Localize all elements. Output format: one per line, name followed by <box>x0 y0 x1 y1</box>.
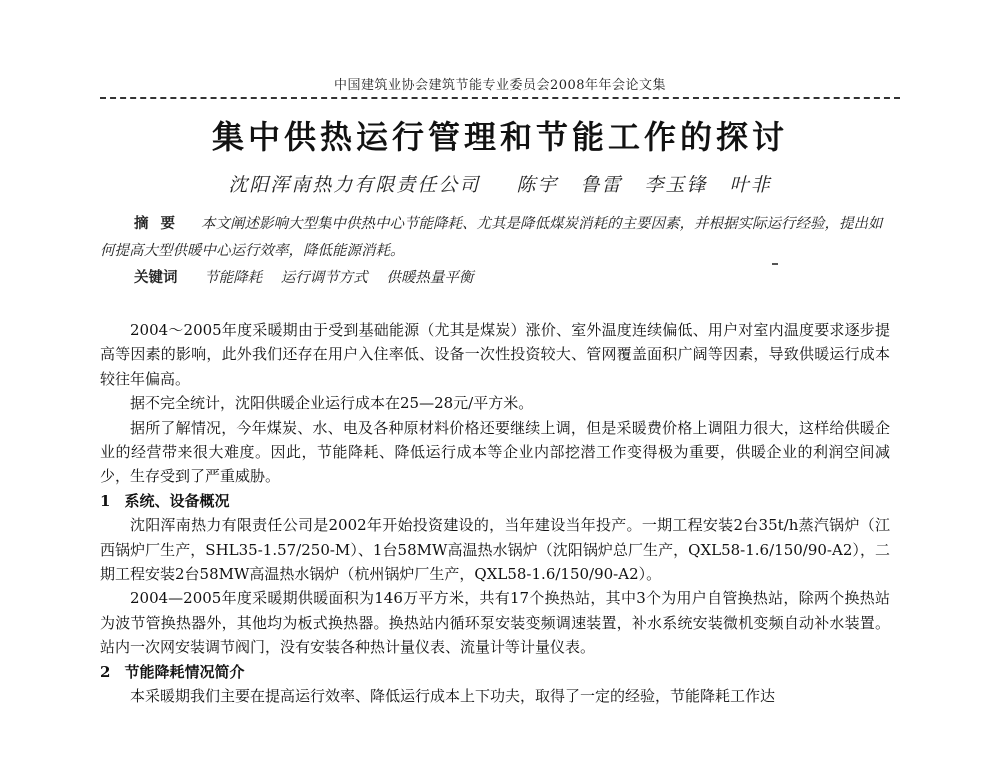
paragraph-4: 沈阳浑南热力有限责任公司是2002年开始投资建设的，当年建设当年投产。一期工程安装2台35t/h蒸汽锅炉（江西锅炉厂生产，SHL35-1.57/250-M）、1台58MW高温热水锅炉（沈阳锅炉总厂生产，QXL58-1.6/150/90-A2），二期工程安装2台58MW高温热水锅炉（杭州锅炉厂生产，QXL58-1.6/150/90-A2）。 <box>100 516 890 584</box>
section-heading-2 <box>100 660 890 684</box>
abstract-label: 摘要 <box>134 215 187 232</box>
scan-artifact <box>772 263 778 265</box>
author-1: 陈宇 <box>516 174 559 196</box>
abstract-text: 本文阐述影响大型集中供热中心节能降耗、尤其是降低煤炭消耗的主要因素，并根据实际运行经验，提出如何提高大型供暖中心运行效率，降低能源消耗。 <box>100 216 883 259</box>
byline <box>0 170 1000 197</box>
author-2: 鲁雷 <box>580 174 623 196</box>
section-number-1: 1 <box>100 491 111 510</box>
section-heading-1 <box>100 489 890 513</box>
paragraph-5: 2004—2005年度采暖期供暖面积为146万平方米，共有17个换热站，其中3个为用户自管换热站，除两个换热站为波节管换热器外，其他均为板式换热器。换热站内循环泵安装变频调速装置，补水系统安装微机变频自动补水装置。站内一次网安装调节阀门，没有安装各种热计量仪表、流量计等计量仪表。 <box>100 589 890 657</box>
paragraph-1: 2004～2005年度采暖期由于受到基础能源（尤其是煤炭）涨价、室外温度连续偏低、用户对室内温度要求逐步提高等因素的影响，此外我们还存在用户入住率低、设备一次性投资较大、管网覆盖面积广阔等因素，导致供暖运行成本较往年偏高。 <box>100 321 890 388</box>
paragraph-2: 据不完全统计，沈阳供暖企业运行成本在25—28元/平方米。 <box>130 394 534 413</box>
author-4: 叶非 <box>729 174 772 196</box>
keyword-2: 运行调节方式 <box>280 270 368 286</box>
keyword-1: 节能降耗 <box>204 270 263 286</box>
affiliation: 沈阳浑南热力有限责任公司 <box>228 174 481 196</box>
section-title-1: 系统、设备概况 <box>124 491 230 510</box>
abstract <box>100 210 890 265</box>
keyword-3: 供暖热量平衡 <box>386 270 474 286</box>
author-3: 李玉锋 <box>644 174 708 196</box>
section-title-2: 节能降耗情况简介 <box>124 662 245 681</box>
keywords <box>134 266 894 290</box>
section-number-2: 2 <box>100 662 111 681</box>
article-body <box>100 318 890 709</box>
paragraph-3: 据所了解情况，今年煤炭、水、电及各种原材料价格还要继续上调，但是采暖费价格上调阻力很大，这样给供暖企业的经营带来很大难度。因此，节能降耗、降低运行成本等企业内部挖潜工作变得极为重要，供暖企业的利润空间减少，生存受到了严重威胁。 <box>100 418 890 486</box>
keywords-label: 关键词 <box>134 269 178 286</box>
paragraph-6: 本采暖期我们主要在提高运行效率、降低运行成本上下功夫，取得了一定的经验，节能降耗工作达 <box>130 687 776 706</box>
running-header: 中国建筑业协会建筑节能专业委员会2008年年会论文集 <box>333 78 667 93</box>
header-rule <box>100 97 900 99</box>
article-title: 集中供热运行管理和节能工作的探讨 <box>211 118 788 156</box>
